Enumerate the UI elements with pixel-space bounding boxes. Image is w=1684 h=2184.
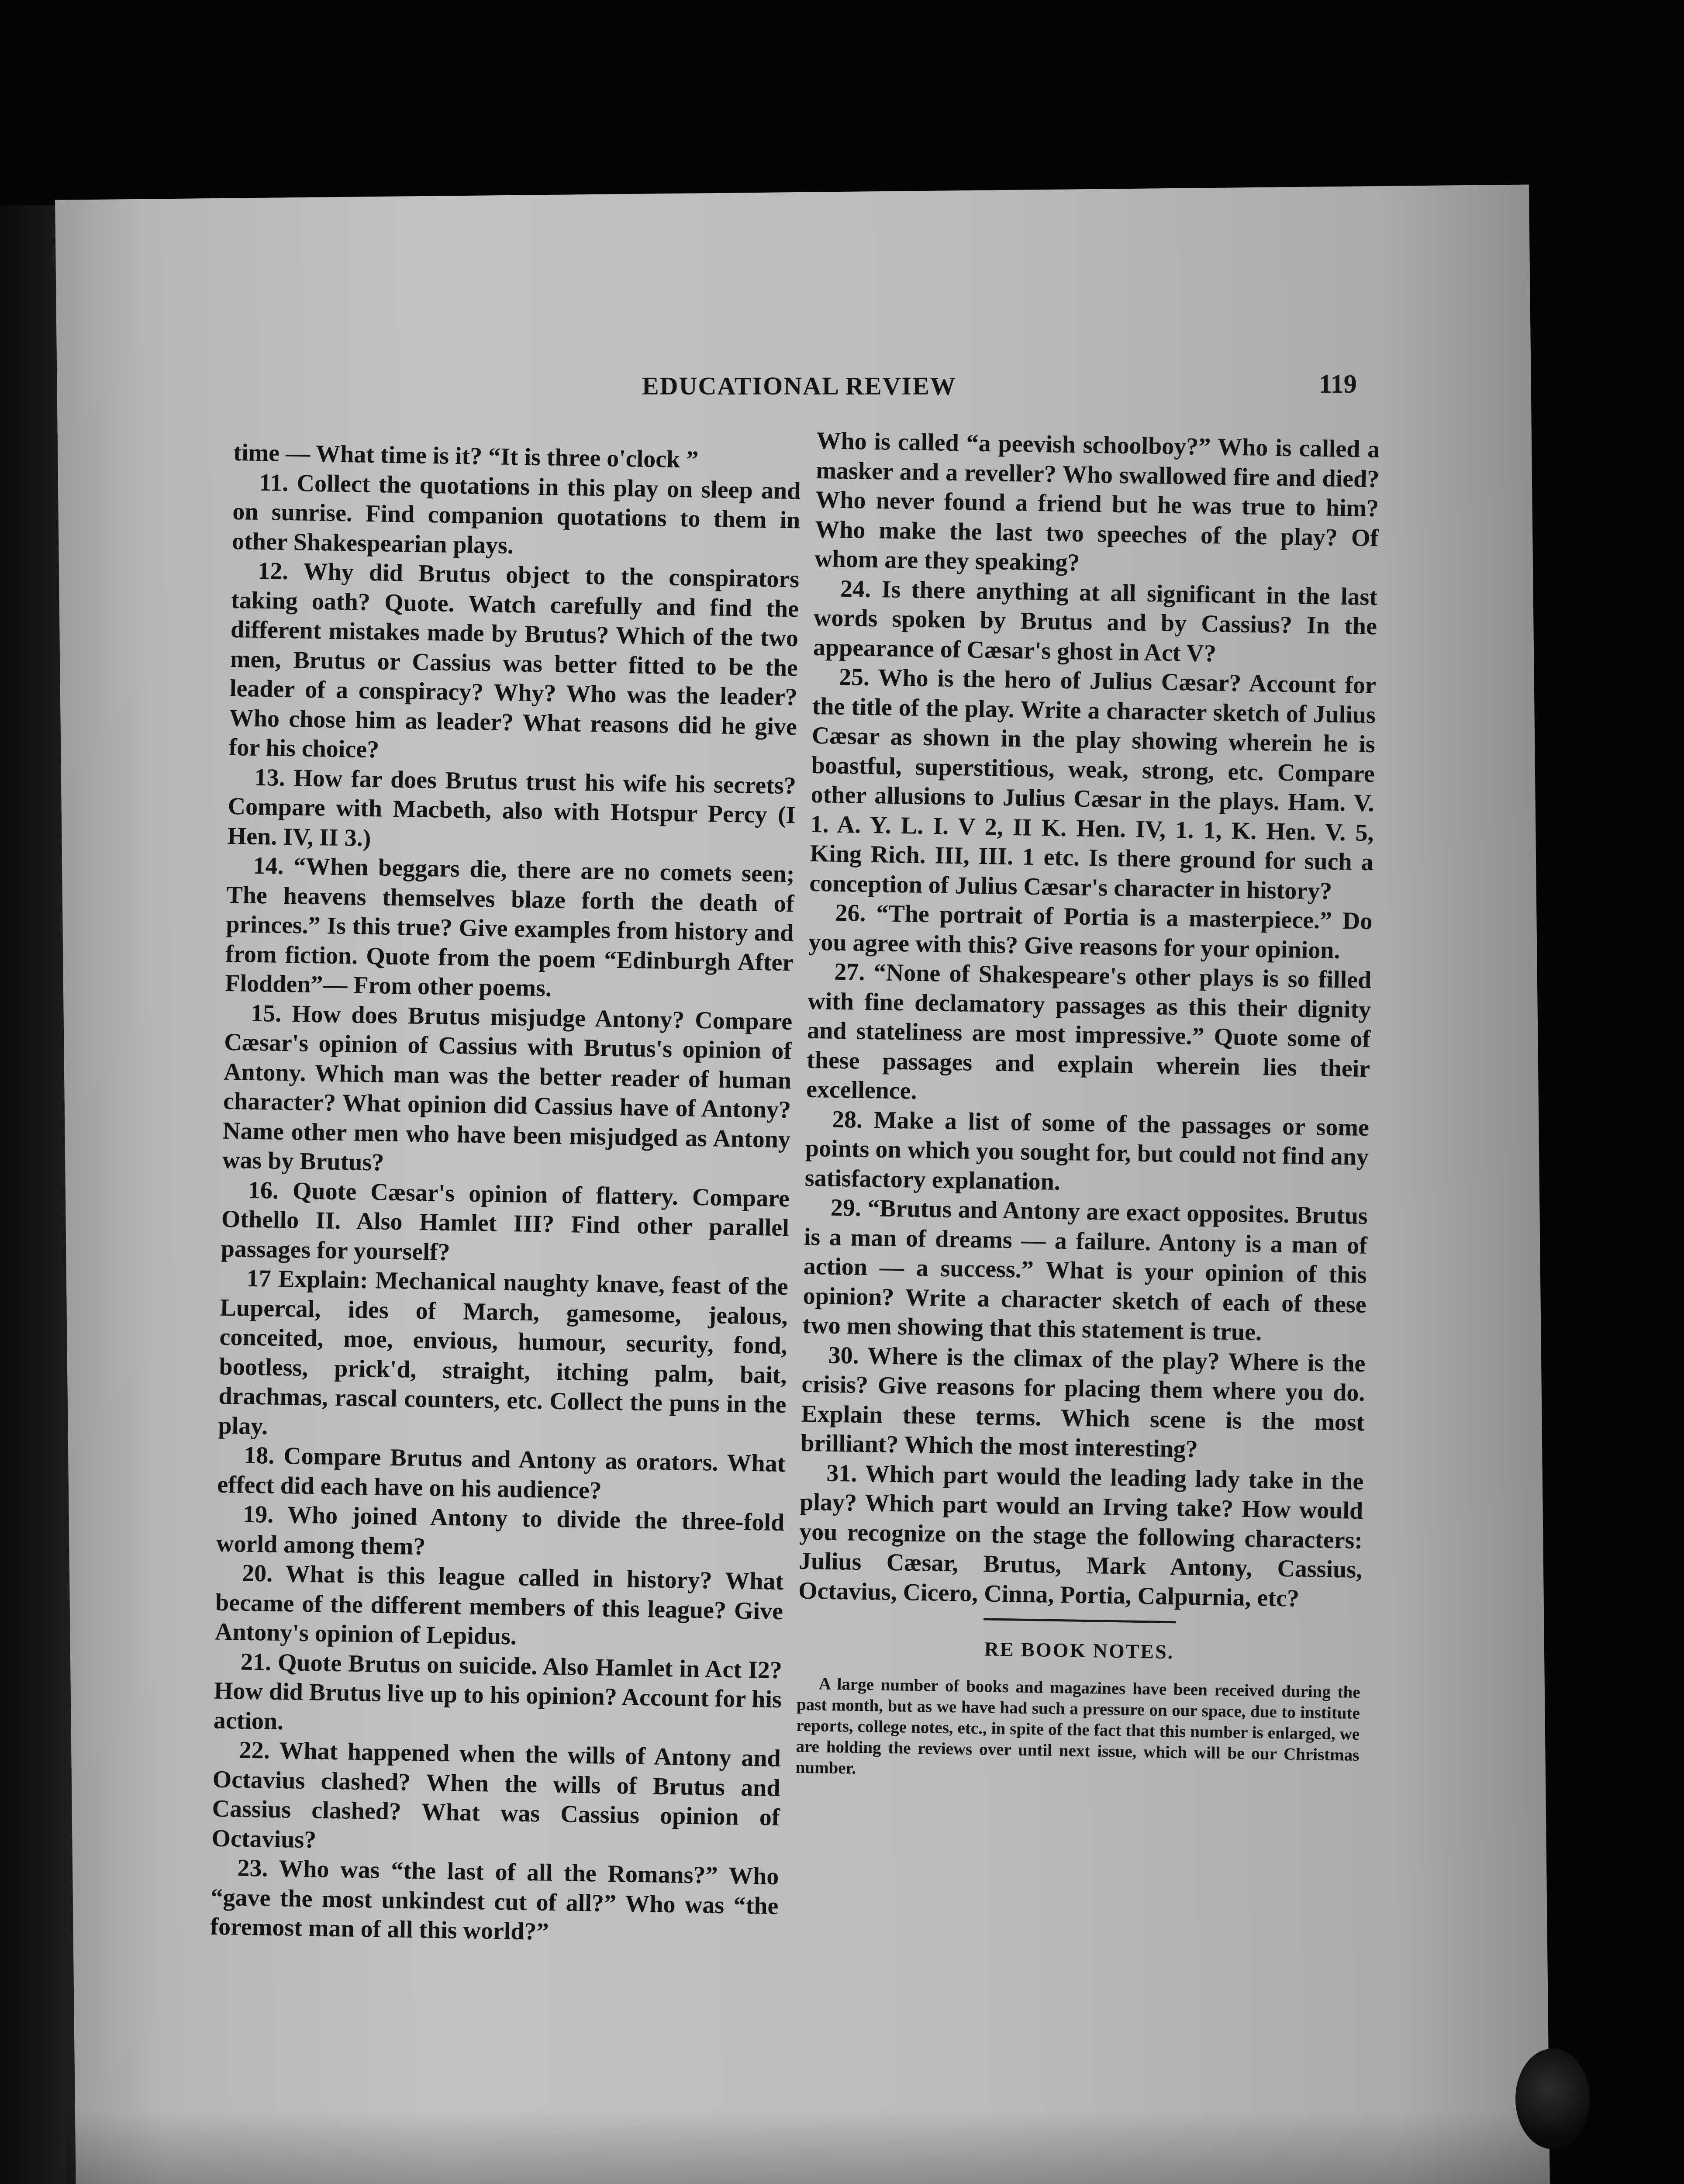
book-notes-title: RE BOOK NOTES. bbox=[984, 1638, 1174, 1663]
running-header: EDUCATIONAL REVIEW bbox=[642, 372, 956, 400]
question-paragraph: 31. Which part would the leading lady take in the play? Which part would an Irving take? How would you recognize on the stage the following characters: Julius Cæsar, Brutus, Mark Antony, Cassius, Octavius, Cicero, Cinna, Portia, Calpurnia, etc? bbox=[798, 1459, 1364, 1612]
right-column bbox=[795, 426, 1380, 1787]
question-paragraph: 29. “Brutus and Antony are exact opposites. Brutus is a man of dreams — a failure. Antony is a man of action — a success.” What is your opinion of this opinion? Write a character sketch of each of these two men showing that this statement is true. bbox=[802, 1194, 1368, 1346]
book-notes-body: A large number of books and magazines have been received during the past month, but as we have had such a pressure on our space, due to institute reports, college notes, etc., in spite of the fact that this number is enlarged, we are holding the reviews over until next issue, which will be our Christmas number. bbox=[795, 1674, 1360, 1778]
right-column-questions bbox=[798, 426, 1380, 1614]
question-paragraph: Who is called “a peevish schoolboy?” Who is called a masker and a reveller? Who swallowed fire and died? Who never found a friend but he was true to him? Who make the last two speeches of the play? Of whom are they speaking? bbox=[814, 427, 1380, 577]
question-paragraph: 19. Who joined Antony to divide the three-fold world among them? bbox=[216, 1500, 785, 1560]
question-paragraph: 11. Collect the quotations in this play on sleep and on sunrise. Find companion quotations to them in other Shakespearian plays. bbox=[231, 469, 801, 559]
question-paragraph: 20. What is this league called in history? What became of the different members of this league? Give Antony's opinion of Lepidus. bbox=[214, 1559, 784, 1650]
question-paragraph: 16. Quote Cæsar's opinion of flattery. Compare Othello II. Also Hamlet III? Find other parallel passages for yourself? bbox=[221, 1176, 790, 1266]
question-paragraph: 17 Explain: Mechanical naughty knave, feast of the Lupercal, ides of March, gamesome, jealous, conceited, moe, envious, humour, security, fond, bootless, prick'd, straight, itching palm, bait, drachmas, rascal counters, etc. Collect the puns in the play. bbox=[218, 1265, 789, 1440]
section-divider bbox=[983, 1618, 1176, 1623]
question-paragraph: 15. How does Brutus misjudge Antony? Compare Cæsar's opinion of Cassius with Brutus's opinion of Antony. Which man was the better reader of human character? What opinion did Cassius have of Antony? Name other men who have been misjudged as Antony was by Brutus? bbox=[222, 999, 793, 1176]
question-paragraph: 27. “None of Shakespeare's other plays is so filled with fine declamatory passages as this their dignity and stateliness are most impressive.” Quote some of these passages and explain wherein lies their excellence. bbox=[806, 958, 1372, 1105]
question-paragraph: 25. Who is the hero of Julius Cæsar? Account for the title of the play. Write a character sketch of Julius Cæsar as shown in the play showing wherein he is boastful, superstitious, weak, strong, etc. Compare other allusions to Julius Cæsar in the plays. Ham. V. 1. A. Y. L. I. V 2, II K. Hen. IV, 1. 1, K. Hen. V. 5, King Rich. III, III. 1 etc. Is there ground for such a conception of Julius Cæsar's character in history? bbox=[809, 663, 1377, 905]
question-paragraph: 12. Why did Brutus object to the conspirators taking oath? Quote. Watch carefully and find the different mistakes made by Brutus? Which of the two men, Brutus or Cassius was better fitted to be the leader of a conspiracy? Why? Who was the leader? Who chose him as leader? What reasons did he give for his choice? bbox=[228, 557, 800, 764]
page-clip bbox=[1515, 2049, 1590, 2149]
question-paragraph: 26. “The portrait of Portia is a masterpiece.” Do you agree with this? Give reasons for your opinion. bbox=[808, 899, 1373, 964]
page-shadow bbox=[66, 2110, 1550, 2184]
question-paragraph: 14. “When beggars die, there are no comets seen; The heavens themselves blaze forth the death of princes.” Is this true? Give examples from history and from fiction. Quote from the poem “Edinburgh After Flodden”— From other poems. bbox=[224, 852, 795, 1002]
question-paragraph: 30. Where is the climax of the play? Where is the crisis? Give reasons for placing them where you do. Explain these terms. Which scene is the most brilliant? Which the most interesting? bbox=[800, 1341, 1366, 1463]
question-paragraph: 21. Quote Brutus on suicide. Also Hamlet in Act I2? How did Brutus live up to his opinion? Account for his action. bbox=[213, 1648, 783, 1735]
page-number: 119 bbox=[1319, 370, 1357, 398]
question-paragraph: 13. How far does Brutus trust his wife his secrets? Compare with Macbeth, also with Hotspur Percy (I Hen. IV, II 3.) bbox=[227, 764, 797, 852]
question-paragraph: 24. Is there anything at all significant in the last words spoken by Brutus and by Cassius? In the appearance of Cæsar's ghost in Act V? bbox=[813, 575, 1378, 667]
left-column bbox=[210, 438, 801, 1950]
question-paragraph: time — What time is it? “It is three o'clock ” bbox=[233, 439, 699, 473]
question-paragraph: 18. Compare Brutus and Antony as orators. What effect did each have on his audience? bbox=[217, 1441, 786, 1504]
question-paragraph: 23. Who was “the last of all the Romans?” Who “gave the most unkindest cut of all?” Who was “the foremost man of all this world?” bbox=[210, 1854, 779, 1946]
question-paragraph: 28. Make a list of some of the passages or some points on which you sought for, but could not find any satisfactory explanation. bbox=[804, 1106, 1370, 1196]
question-paragraph: 22. What happened when the wills of Antony and Octavius clashed? When the wills of Brutus and Cassius clashed? What was Cassius opinion of Octavius? bbox=[211, 1736, 781, 1853]
